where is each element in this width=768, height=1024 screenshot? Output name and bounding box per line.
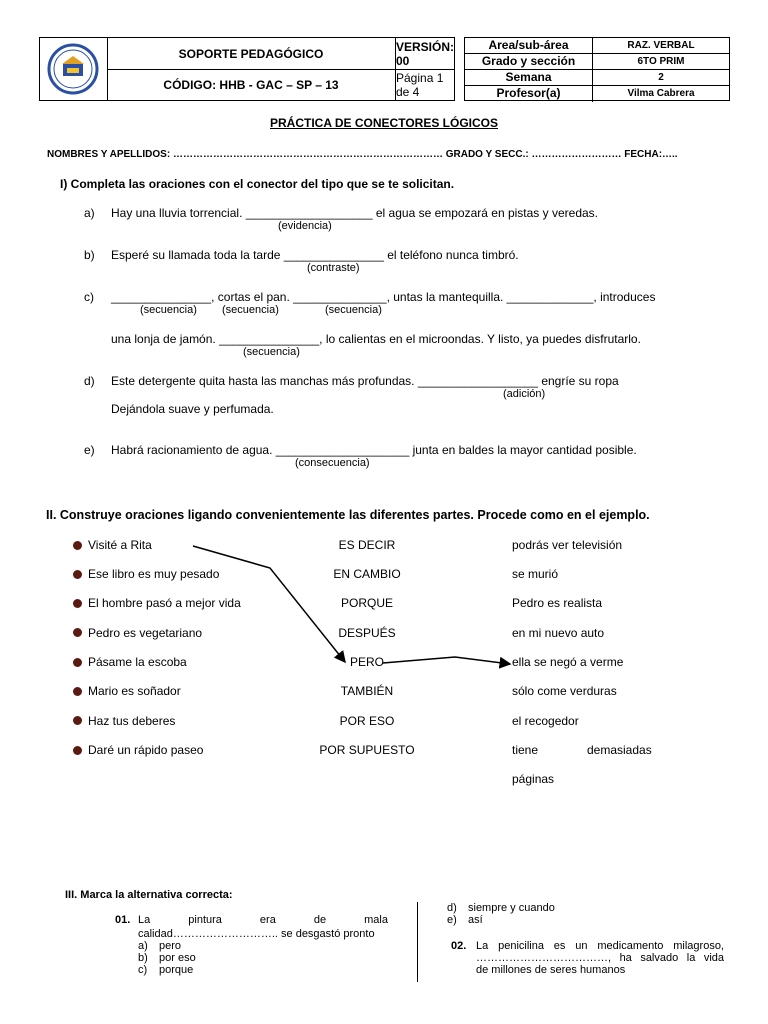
- item-hint: (secuencia): [222, 304, 279, 316]
- right-phrase: ella se negó a verme: [512, 655, 624, 669]
- header-version: VERSIÓN: 00: [396, 39, 455, 68]
- word: de: [313, 914, 327, 926]
- info-key: Area/sub-área: [465, 38, 593, 53]
- left-phrase: El hombre pasó a mejor vida: [88, 596, 241, 610]
- section2-heading: II. Construye oraciones ligando convenientemente las diferentes partes. Procede como en el ejemplo.: [46, 508, 650, 522]
- section3-heading: III. Marca la alternativa correcta:: [65, 889, 233, 901]
- left-phrase: Visité a Rita: [88, 538, 152, 552]
- question-line3: de millones de seres humanos: [476, 964, 626, 976]
- info-value: 2: [658, 72, 664, 83]
- item-hint: (evidencia): [278, 220, 332, 232]
- connector: POR ESO: [339, 714, 395, 728]
- question-line2: calidad……………………….. se desgastó pronto: [138, 928, 375, 940]
- right-phrase: en mi nuevo auto: [512, 626, 605, 640]
- info-value: 6TO PRIM: [637, 56, 685, 67]
- question-line2: ………………………………, ha salvado la vida: [476, 952, 724, 964]
- item-text-continued: una lonja de jamón. _______________, lo calientas en el microondas. Y listo, ya puedes disfrutarlo.: [111, 332, 641, 346]
- left-phrase: Mario es soñador: [88, 684, 181, 698]
- info-value: RAZ. VERBAL: [627, 40, 695, 51]
- option-letter: e): [447, 914, 457, 926]
- word: era: [259, 914, 276, 926]
- section1-heading: I) Completa las oraciones con el conector del tipo que se te solicitan.: [60, 177, 455, 191]
- item-text: _______________, cortas el pan. ______________, untas la mantequilla. _____________, introduces: [111, 290, 656, 304]
- left-phrase: Pásame la escoba: [88, 655, 187, 669]
- connector: TAMBIÉN: [340, 684, 394, 698]
- item-hint: (secuencia): [140, 304, 197, 316]
- item-hint: (consecuencia): [295, 457, 370, 469]
- connector: PORQUE: [340, 596, 393, 610]
- right-phrase: Pedro es realista: [512, 596, 603, 610]
- right-phrase: sólo come verduras: [512, 684, 617, 698]
- question-line1: La penicilina es un medicamento milagroso,: [476, 940, 724, 952]
- item-hint: (adición): [503, 388, 546, 400]
- item-hint: (secuencia): [325, 304, 382, 316]
- word: pintura: [188, 914, 222, 926]
- option-letter: a): [138, 940, 148, 952]
- item-hint: (secuencia): [243, 346, 300, 358]
- question-line1: [138, 914, 388, 926]
- header-title: SOPORTE PEDAGÓGICO: [107, 38, 396, 69]
- option-text[interactable]: por eso: [159, 952, 196, 964]
- right-phrase: el recogedor: [512, 714, 579, 728]
- header-page: Página 1 de 4: [396, 70, 444, 99]
- word: mala: [364, 914, 388, 926]
- item-text: Este detergente quita hasta las manchas más profundas. __________________ engríe su ropa: [111, 374, 619, 388]
- option-text[interactable]: siempre y cuando: [468, 902, 555, 914]
- connector: ES DECIR: [338, 538, 396, 552]
- item-letter: b): [84, 248, 95, 262]
- connector: DESPUÉS: [338, 626, 396, 640]
- option-letter: b): [138, 952, 148, 964]
- info-key: Grado y sección: [465, 54, 593, 69]
- item-letter: d): [84, 374, 95, 388]
- question-number: 01.: [115, 914, 131, 926]
- connector: POR SUPUESTO: [319, 743, 415, 757]
- option-letter: d): [447, 902, 457, 914]
- doc-title: PRÁCTICA DE CONECTORES LÓGICOS: [269, 116, 499, 130]
- word: La: [138, 914, 151, 926]
- column-divider: [417, 902, 418, 982]
- left-phrase: Haz tus deberes: [88, 714, 176, 728]
- left-phrase: Ese libro es muy pesado: [88, 567, 220, 581]
- right-phrase: se murió: [512, 567, 559, 581]
- right-phrase-word: demasiadas: [587, 743, 652, 757]
- item-text: Habrá racionamiento de agua. ____________________ junta en baldes la mayor cantidad posible.: [111, 443, 637, 457]
- item-letter: c): [84, 290, 94, 304]
- student-info-line: NOMBRES Y APELLIDOS: ……………………………………………………………………… GRADO Y SECC.: ……………………… FECHA:…..: [47, 149, 678, 160]
- left-phrase: Daré un rápido paseo: [88, 743, 204, 757]
- connector: PERO: [349, 655, 384, 669]
- option-text[interactable]: porque: [159, 964, 194, 976]
- right-phrase: podrás ver televisión: [512, 538, 623, 552]
- info-key: Semana: [465, 70, 593, 85]
- connector: EN CAMBIO: [333, 567, 401, 581]
- info-key: Profesor(a): [465, 86, 593, 102]
- option-text[interactable]: así: [468, 914, 483, 926]
- item-letter: e): [84, 443, 95, 457]
- header-code: CÓDIGO: HHB - GAC – SP – 13: [107, 69, 396, 100]
- item-hint: (contraste): [307, 262, 360, 274]
- option-letter: c): [138, 964, 148, 976]
- question-number: 02.: [451, 940, 467, 952]
- option-text[interactable]: pero: [159, 940, 182, 952]
- right-phrase-continued: páginas: [512, 772, 555, 786]
- left-phrase: Pedro es vegetariano: [88, 626, 203, 640]
- info-value: Vilma Cabrera: [627, 88, 695, 99]
- right-phrase-word: tiene: [512, 743, 539, 757]
- item-text: Esperé su llamada toda la tarde _______________ el teléfono nunca timbró.: [111, 248, 519, 262]
- item-text: Hay una lluvia torrencial. ___________________ el agua se empozará en pistas y veredas.: [111, 206, 598, 220]
- item-text-continued: Dejándola suave y perfumada.: [111, 402, 274, 416]
- item-letter: a): [84, 206, 95, 220]
